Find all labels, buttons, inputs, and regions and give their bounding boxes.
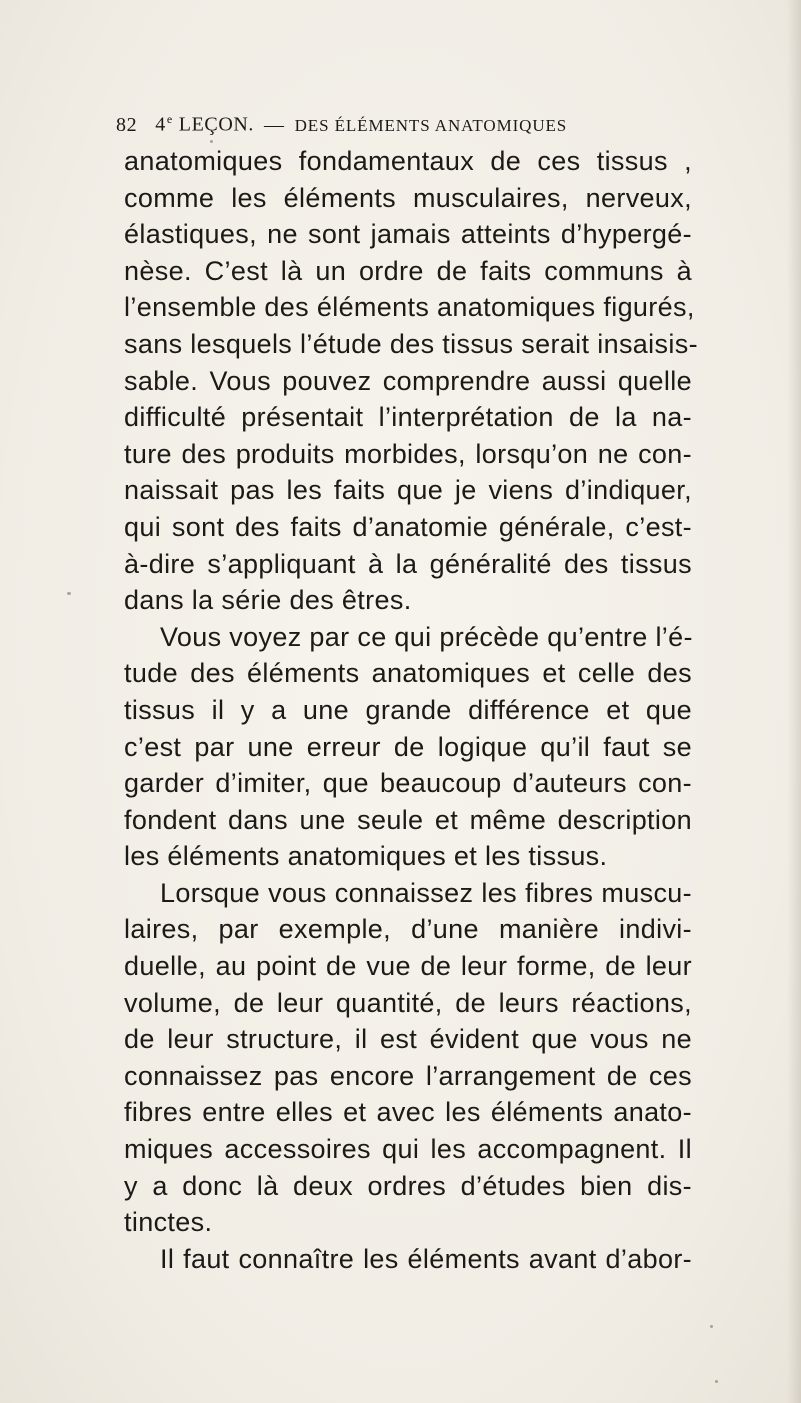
text-line: miques accessoires qui les accompagnent. Il xyxy=(124,1134,692,1165)
text-line: qui sont des faits d’anatomie générale, c’est- xyxy=(124,511,692,542)
text-line: laires, par exemple, d’une manière indivi- xyxy=(124,914,692,945)
text-line: naissait pas les faits que je viens d’indiquer, xyxy=(124,475,692,506)
text-line: comme les éléments musculaires, nerveux, xyxy=(124,182,692,213)
text-line: l’ensemble des éléments anatomiques figurés, xyxy=(124,292,695,323)
page-edge-shadow xyxy=(787,0,801,1403)
header-separator: — xyxy=(264,113,285,136)
text-line: volume, de leur quantité, de leurs réactions, xyxy=(124,987,692,1018)
text-line: de leur structure, il est évident que vous ne xyxy=(124,1024,692,1055)
chapter-title: DES ÉLÉMENTS ANATOMIQUES xyxy=(294,115,568,135)
paper-speck xyxy=(715,1380,718,1383)
text-line: anatomiques fondamentaux de ces tissus , xyxy=(124,146,692,176)
text-line: tissus il y a une grande différence et que xyxy=(124,694,692,725)
text-line: Vous voyez par ce qui précède qu’entre l’é- xyxy=(160,621,693,652)
lesson-suffix: e xyxy=(166,112,173,126)
running-header xyxy=(116,112,696,142)
text-line: nèse. C’est là un ordre de faits communs à xyxy=(124,255,692,286)
text-line: ture des produits morbides, lorsqu’on ne con- xyxy=(124,438,692,469)
text-line: sable. Vous pouvez comprendre aussi quelle xyxy=(124,365,692,396)
text-line: élastiques, ne sont jamais atteints d’hypergé- xyxy=(124,219,692,250)
text-line: y a donc là deux ordres d’études bien dis- xyxy=(124,1170,692,1201)
text-line: fibres entre elles et avec les éléments anato- xyxy=(124,1097,692,1128)
text-line: c’est par une erreur de logique qu’il faut se xyxy=(124,731,692,762)
lesson-word: LEÇON. xyxy=(178,113,255,136)
paper-speck xyxy=(67,592,71,595)
text-line: tude des éléments anatomiques et celle des xyxy=(124,658,692,689)
text-line: sans lesquels l’étude des tissus serait insaisis- xyxy=(124,328,698,359)
page-number: 82 xyxy=(116,113,138,136)
text-line: tinctes. xyxy=(124,1207,213,1238)
text-line: à-dire s’appliquant à la généralité des tissus xyxy=(124,548,692,579)
text-line: garder d’imiter, que beaucoup d’auteurs con- xyxy=(124,768,692,799)
text-line: Lorsque vous connaissez les fibres muscu- xyxy=(160,877,692,908)
text-line: les éléments anatomiques et les tissus. xyxy=(124,841,608,872)
text-line: difficulté présentait l’interprétation de la na- xyxy=(124,402,692,433)
text-line: Il faut connaître les éléments avant d’abor- xyxy=(160,1243,692,1274)
text-line: dans la série des êtres. xyxy=(124,585,412,616)
paper-speck xyxy=(210,140,213,143)
text-line: fondent dans une seule et même description xyxy=(124,804,692,835)
paper-speck xyxy=(710,1325,713,1328)
body-text xyxy=(124,143,698,1277)
text-line: connaissez pas encore l’arrangement de ces xyxy=(124,1060,692,1091)
lesson-number: 4 xyxy=(155,113,166,136)
text-line: duelle, au point de vue de leur forme, de leur xyxy=(124,951,692,982)
lesson-label xyxy=(155,112,254,137)
